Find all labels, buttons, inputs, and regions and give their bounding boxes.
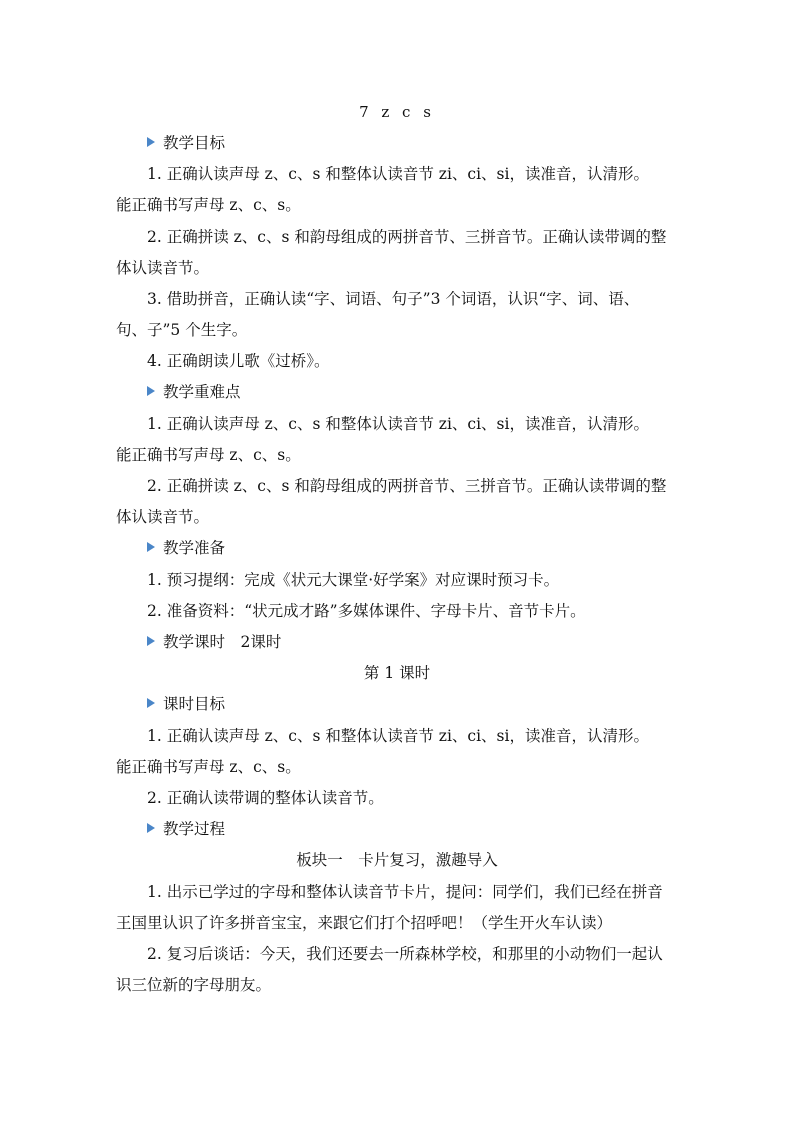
- paragraph-line: 3. 借助拼音，正确认读“字、词语、句子”3 个词语，认识“字、词、语、: [147, 290, 640, 308]
- paragraph-line: 体认读音节。: [116, 259, 210, 277]
- triangle-right-icon: [147, 698, 155, 708]
- section-heading-difficulty: 教学重难点: [147, 382, 241, 402]
- paragraph-line: 4. 正确朗读儿歌《过桥》。: [147, 352, 330, 370]
- lesson-title: 第 1 课时: [363, 664, 431, 682]
- paragraph-line: 体认读音节。: [116, 508, 210, 526]
- paragraph-line: 2. 正确拼读 z、c、s 和韵母组成的两拼音节、三拼音节。正确认读带调的整: [147, 477, 667, 495]
- paragraph-line: 1. 出示已学过的字母和整体认读音节卡片，提问：同学们，我们已经在拼音: [147, 883, 663, 901]
- paragraph-line: 识三位新的字母朋友。: [116, 976, 272, 994]
- triangle-right-icon: [147, 386, 155, 396]
- paragraph-line: 能正确书写声母 z、c、s。: [116, 196, 301, 214]
- section-heading-lesson-goals: 课时目标: [147, 694, 225, 714]
- paragraph-line: 能正确书写声母 z、c、s。: [116, 446, 301, 464]
- paragraph-line: 2. 准备资料：“状元成才路”多媒体课件、字母卡片、音节卡片。: [147, 602, 586, 620]
- block-title: 板块一 卡片复习，激趣导入: [296, 851, 498, 869]
- section-heading-goals: 教学目标: [147, 133, 225, 153]
- paragraph-line: 能正确书写声母 z、c、s。: [116, 758, 301, 776]
- section-heading-prep: 教学准备: [147, 538, 225, 558]
- page-title: 7 z c s: [359, 103, 435, 121]
- paragraph-line: 王国里认识了许多拼音宝宝，来跟它们打个招呼吧！（学生开火车认读）: [116, 914, 613, 932]
- section-heading-process: 教学过程: [147, 819, 225, 839]
- triangle-right-icon: [147, 823, 155, 833]
- paragraph-line: 1. 预习提纲：完成《状元大课堂·好学案》对应课时预习卡。: [147, 571, 560, 589]
- triangle-right-icon: [147, 636, 155, 646]
- section-heading-hours: 教学课时 2课时: [147, 632, 281, 652]
- paragraph-line: 1. 正确认读声母 z、c、s 和整体认读音节 zi、ci、si，读准音，认清形。: [147, 165, 649, 183]
- triangle-right-icon: [147, 137, 155, 147]
- paragraph-line: 句、子”5 个生字。: [116, 321, 248, 339]
- paragraph-line: 2. 正确认读带调的整体认读音节。: [147, 789, 384, 807]
- triangle-right-icon: [147, 542, 155, 552]
- paragraph-line: 1. 正确认读声母 z、c、s 和整体认读音节 zi、ci、si，读准音，认清形。: [147, 415, 649, 433]
- paragraph-line: 2. 复习后谈话：今天，我们还要去一所森林学校，和那里的小动物们一起认: [147, 945, 663, 963]
- paragraph-line: 1. 正确认读声母 z、c、s 和整体认读音节 zi、ci、si，读准音，认清形。: [147, 727, 649, 745]
- paragraph-line: 2. 正确拼读 z、c、s 和韵母组成的两拼音节、三拼音节。正确认读带调的整: [147, 228, 667, 246]
